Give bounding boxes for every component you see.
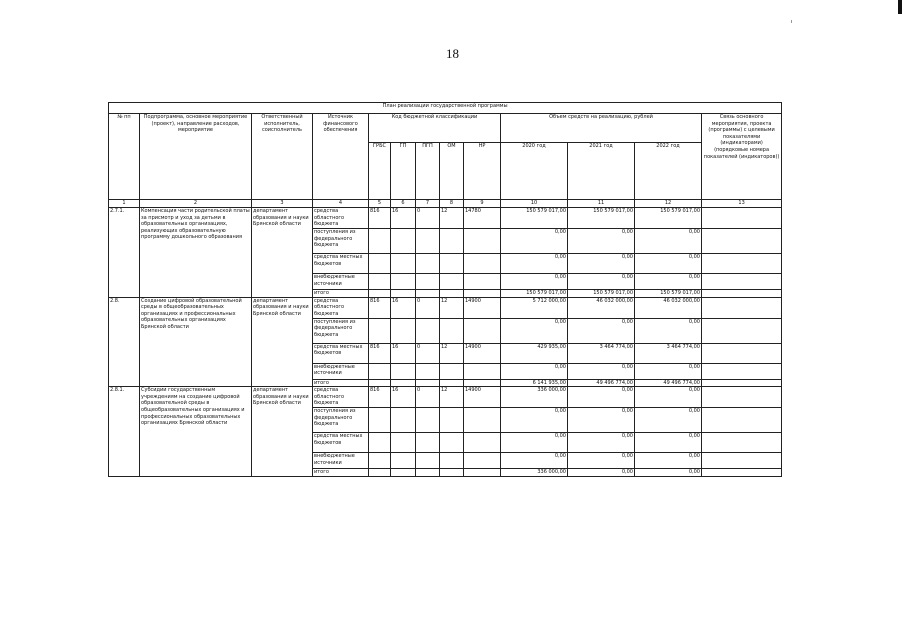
funding-source: средства областного бюджета <box>313 387 369 408</box>
code-grbs: 816 <box>369 208 391 229</box>
funding-source: внебюджетные источники <box>313 274 369 290</box>
code-nr <box>464 433 501 453</box>
code-pgp <box>416 379 440 387</box>
code-om: 12 <box>440 387 464 408</box>
code-nr: 14900 <box>464 343 501 363</box>
code-gp <box>391 318 416 343</box>
amount-2021: 0,00 <box>568 433 635 453</box>
column-number: 11 <box>568 200 635 208</box>
code-gp <box>391 290 416 298</box>
table-body <box>109 208 782 477</box>
code-om <box>440 453 464 469</box>
code-om <box>440 318 464 343</box>
code-nr <box>464 408 501 433</box>
amount-2020: 0,00 <box>501 363 568 379</box>
indicator-link-cell <box>702 453 782 469</box>
item-name: Компенсация части родительской платы за присмотр и уход за детьми в образовательных организациях, реализующих образовательную программу дошкольного образования <box>140 208 252 298</box>
header-2021: 2021 год <box>568 143 635 200</box>
item-responsible: департамент образования и науки Брянской области <box>252 297 313 387</box>
code-pgp <box>416 290 440 298</box>
item-number: 2.8. <box>109 297 140 387</box>
indicator-link-cell <box>702 343 782 363</box>
amount-2020: 150 579 017,00 <box>501 290 568 298</box>
amount-2022: 0,00 <box>635 387 702 408</box>
amount-2021: 150 579 017,00 <box>568 208 635 229</box>
item-name: Создание цифровой образовательной среды в общеобразовательных организациях и профессиональных образовательных организациях Брянской области <box>140 297 252 387</box>
funding-source: внебюджетные источники <box>313 453 369 469</box>
indicator-link-cell <box>702 387 782 408</box>
amount-2022: 3 464 774,00 <box>635 343 702 363</box>
amount-2020: 0,00 <box>501 433 568 453</box>
item-number: 2.8.1. <box>109 387 140 477</box>
indicator-link-cell <box>702 290 782 298</box>
header-grbs: ГРБС <box>369 143 391 200</box>
amount-2020: 0,00 <box>501 229 568 254</box>
amount-2020: 336 000,00 <box>501 469 568 477</box>
code-gp <box>391 408 416 433</box>
code-pgp <box>416 318 440 343</box>
amount-2022: 0,00 <box>635 274 702 290</box>
amount-2022: 150 579 017,00 <box>635 290 702 298</box>
amount-2022: 150 579 017,00 <box>635 208 702 229</box>
code-gp <box>391 379 416 387</box>
code-grbs <box>369 254 391 274</box>
code-gp <box>391 363 416 379</box>
indicator-link-cell <box>702 408 782 433</box>
header-pgp: ПГП <box>416 143 440 200</box>
amount-2021: 0,00 <box>568 469 635 477</box>
amount-2021: 0,00 <box>568 453 635 469</box>
column-number: 8 <box>440 200 464 208</box>
code-grbs <box>369 290 391 298</box>
code-om <box>440 408 464 433</box>
code-gp: 16 <box>391 297 416 318</box>
indicator-link-cell <box>702 318 782 343</box>
indicator-link-cell <box>702 274 782 290</box>
funding-source: внебюджетные источники <box>313 363 369 379</box>
funding-source: средства областного бюджета <box>313 208 369 229</box>
code-pgp: 0 <box>416 297 440 318</box>
code-pgp <box>416 433 440 453</box>
column-number: 9 <box>464 200 501 208</box>
code-pgp <box>416 453 440 469</box>
code-grbs <box>369 433 391 453</box>
header-source: Источник финансового обеспечения <box>313 114 369 200</box>
column-number: 5 <box>369 200 391 208</box>
funding-source: средства местных бюджетов <box>313 433 369 453</box>
amount-2020: 6 141 935,00 <box>501 379 568 387</box>
item-responsible: департамент образования и науки Брянской области <box>252 387 313 477</box>
code-grbs <box>369 229 391 254</box>
amount-2020: 0,00 <box>501 318 568 343</box>
header-om: ОМ <box>440 143 464 200</box>
indicator-link-cell <box>702 297 782 318</box>
code-om: 12 <box>440 343 464 363</box>
column-number: 7 <box>416 200 440 208</box>
funding-source: итого <box>313 290 369 298</box>
amount-2020: 150 579 017,00 <box>501 208 568 229</box>
code-gp: 16 <box>391 208 416 229</box>
amount-2021: 0,00 <box>568 318 635 343</box>
code-grbs <box>369 453 391 469</box>
scan-edge-mark <box>898 0 902 14</box>
code-nr <box>464 254 501 274</box>
code-pgp <box>416 254 440 274</box>
column-number: 10 <box>501 200 568 208</box>
code-nr: 14780 <box>464 208 501 229</box>
amount-2021: 0,00 <box>568 274 635 290</box>
header-gp: ГП <box>391 143 416 200</box>
code-nr <box>464 229 501 254</box>
code-pgp <box>416 363 440 379</box>
header-subprogram: Подпрограмма, основное мероприятие (проект), направление расходов, мероприятие <box>140 114 252 200</box>
code-grbs <box>369 469 391 477</box>
column-number: 3 <box>252 200 313 208</box>
code-pgp <box>416 229 440 254</box>
amount-2022: 0,00 <box>635 469 702 477</box>
amount-2022: 0,00 <box>635 433 702 453</box>
indicator-link-cell <box>702 469 782 477</box>
code-gp <box>391 453 416 469</box>
code-gp <box>391 274 416 290</box>
code-nr: 14900 <box>464 297 501 318</box>
funding-source: средства местных бюджетов <box>313 343 369 363</box>
amount-2022: 0,00 <box>635 318 702 343</box>
budget-plan-table <box>108 102 782 477</box>
code-nr <box>464 379 501 387</box>
amount-2020: 429 935,00 <box>501 343 568 363</box>
indicator-link-cell <box>702 363 782 379</box>
item-number: 2.7.1. <box>109 208 140 298</box>
code-nr <box>464 318 501 343</box>
amount-2020: 0,00 <box>501 453 568 469</box>
indicator-link-cell <box>702 379 782 387</box>
funding-source: средства местных бюджетов <box>313 254 369 274</box>
header-2022: 2022 год <box>635 143 702 200</box>
code-nr <box>464 274 501 290</box>
code-gp <box>391 469 416 477</box>
column-number: 2 <box>140 200 252 208</box>
column-numbers-row <box>109 200 782 208</box>
table-row <box>109 208 782 229</box>
table-title: План реализации государственной программы <box>109 103 782 114</box>
amount-2021: 49 496 774,00 <box>568 379 635 387</box>
indicator-link-cell <box>702 229 782 254</box>
funding-source: итого <box>313 469 369 477</box>
table-row <box>109 297 782 318</box>
item-responsible: департамент образования и науки Брянской области <box>252 208 313 298</box>
column-number: 6 <box>391 200 416 208</box>
column-number: 12 <box>635 200 702 208</box>
code-grbs <box>369 318 391 343</box>
code-gp: 16 <box>391 387 416 408</box>
code-grbs <box>369 363 391 379</box>
amount-2021: 0,00 <box>568 363 635 379</box>
code-nr <box>464 469 501 477</box>
page-number: 18 <box>446 46 459 61</box>
header-num: № пп <box>109 114 140 200</box>
code-gp <box>391 433 416 453</box>
code-nr <box>464 363 501 379</box>
code-grbs <box>369 274 391 290</box>
header-responsible: Ответственный исполнитель, соисполнитель <box>252 114 313 200</box>
amount-2021: 150 579 017,00 <box>568 290 635 298</box>
code-om <box>440 433 464 453</box>
code-nr <box>464 290 501 298</box>
amount-2022: 0,00 <box>635 453 702 469</box>
code-grbs: 816 <box>369 387 391 408</box>
code-om: 12 <box>440 297 464 318</box>
amount-2021: 3 464 774,00 <box>568 343 635 363</box>
code-om: 12 <box>440 208 464 229</box>
amount-2021: 0,00 <box>568 254 635 274</box>
amount-2020: 0,00 <box>501 254 568 274</box>
amount-2022: 0,00 <box>635 408 702 433</box>
amount-2020: 336 000,00 <box>501 387 568 408</box>
code-grbs: 816 <box>369 297 391 318</box>
code-om <box>440 363 464 379</box>
amount-2021: 0,00 <box>568 229 635 254</box>
item-name: Субсидии государственным учреждениям на создание цифровой образовательной среды в общеобразовательных организациях и профессиональных образовательных организациях Брянской области <box>140 387 252 477</box>
funding-source: поступления из федерального бюджета <box>313 318 369 343</box>
column-number: 4 <box>313 200 369 208</box>
amount-2022: 46 032 000,00 <box>635 297 702 318</box>
code-om <box>440 469 464 477</box>
code-pgp <box>416 274 440 290</box>
code-pgp: 0 <box>416 387 440 408</box>
funding-source: поступления из федерального бюджета <box>313 229 369 254</box>
indicator-link-cell <box>702 208 782 229</box>
header-2020: 2020 год <box>501 143 568 200</box>
column-number: 13 <box>702 200 782 208</box>
header-volumes: Объем средств на реализацию, рублей <box>501 114 702 143</box>
amount-2021: 0,00 <box>568 387 635 408</box>
code-pgp <box>416 469 440 477</box>
amount-2020: 0,00 <box>501 408 568 433</box>
code-pgp <box>416 408 440 433</box>
column-number: 1 <box>109 200 140 208</box>
code-om <box>440 274 464 290</box>
amount-2020: 5 712 000,00 <box>501 297 568 318</box>
code-om <box>440 254 464 274</box>
code-pgp: 0 <box>416 343 440 363</box>
funding-source: средства областного бюджета <box>313 297 369 318</box>
code-nr <box>464 453 501 469</box>
indicator-link-cell <box>702 254 782 274</box>
indicator-link-cell <box>702 433 782 453</box>
amount-2021: 46 032 000,00 <box>568 297 635 318</box>
code-om <box>440 290 464 298</box>
code-grbs: 816 <box>369 343 391 363</box>
code-gp <box>391 254 416 274</box>
amount-2020: 0,00 <box>501 274 568 290</box>
code-om <box>440 229 464 254</box>
code-grbs <box>369 379 391 387</box>
funding-source: итого <box>313 379 369 387</box>
code-pgp: 0 <box>416 208 440 229</box>
code-gp: 16 <box>391 343 416 363</box>
amount-2022: 0,00 <box>635 254 702 274</box>
amount-2022: 0,00 <box>635 229 702 254</box>
header-budget-code: Код бюджетной классификации <box>369 114 501 143</box>
table-row <box>109 387 782 408</box>
code-om <box>440 379 464 387</box>
scan-speck <box>791 20 792 23</box>
header-nr: НР <box>464 143 501 200</box>
code-nr: 14900 <box>464 387 501 408</box>
header-link: Связь основного мероприятия, проекта (программы) с целевыми показателями (индикаторами) (порядковые номера показателей (индикаторов)) <box>702 114 782 200</box>
code-gp <box>391 229 416 254</box>
code-grbs <box>369 408 391 433</box>
amount-2022: 0,00 <box>635 363 702 379</box>
amount-2021: 0,00 <box>568 408 635 433</box>
funding-source: поступления из федерального бюджета <box>313 408 369 433</box>
amount-2022: 49 496 774,00 <box>635 379 702 387</box>
